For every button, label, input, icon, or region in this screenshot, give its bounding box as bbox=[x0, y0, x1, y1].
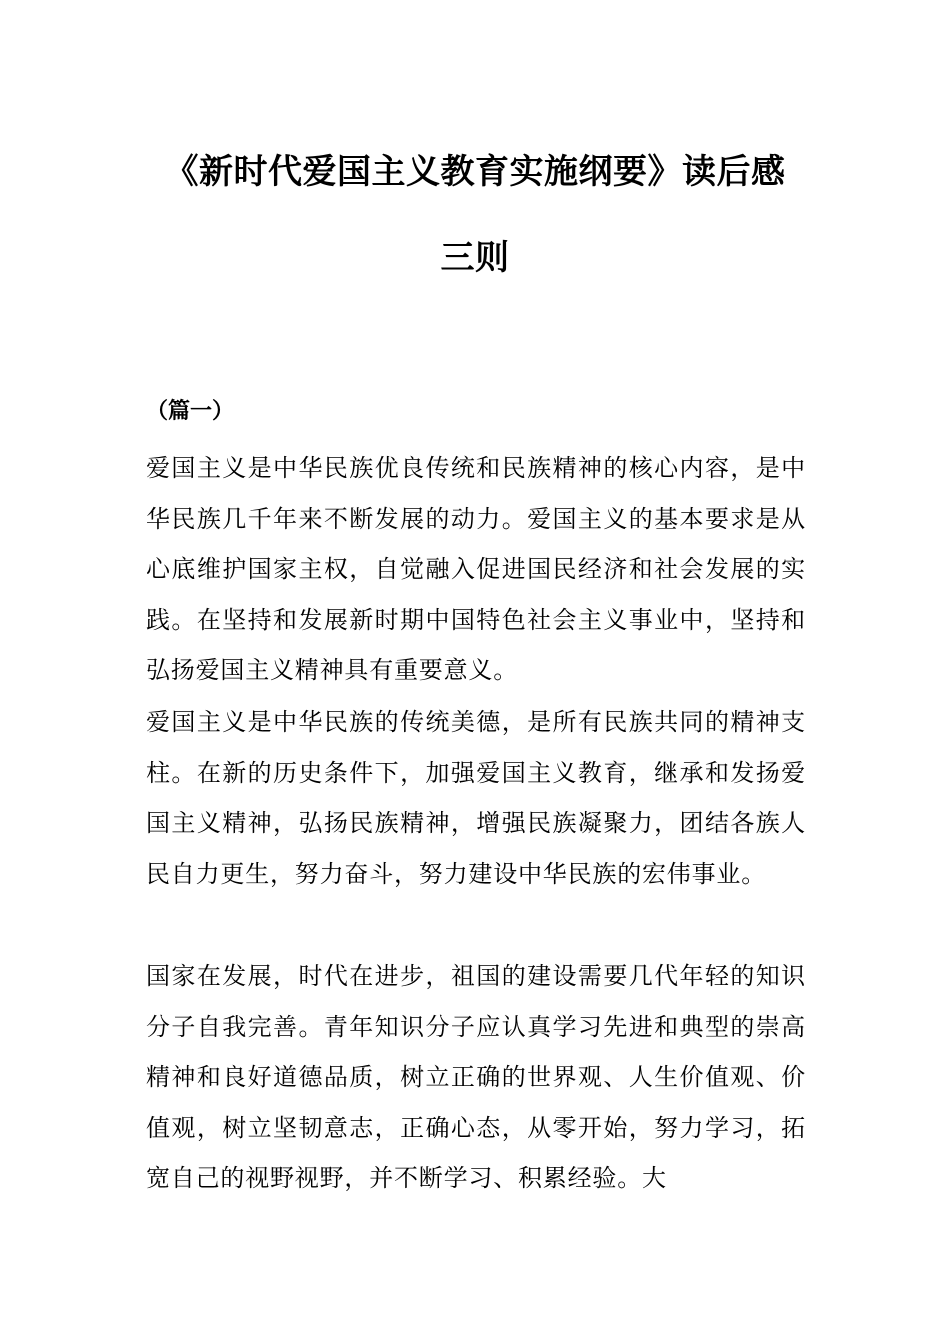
document-title-line-1: 《新时代爱国主义教育实施纲要》读后感 bbox=[164, 152, 786, 192]
paragraph-3: 国家在发展，时代在进步，祖国的建设需要几代年轻的知识分子自我完善。青年知识分子应认真学习先进和典型的崇高精神和良好道德品质，树立正确的世界观、人生价值观、价值观，树立坚韧意志，正确心态，从零开始，努力学习，拓宽自己的视野视野，并不断学习、积累经验。大 bbox=[146, 962, 806, 1192]
paragraph-2: 爱国主义是中华民族的传统美德，是所有民族共同的精神支柱。在新的历史条件下，加强爱国主义教育，继承和发扬爱国主义精神，弘扬民族精神，增强民族凝聚力，团结各族人民自力更生，努力奋斗，努力建设中华民族的宏伟事业。 bbox=[146, 708, 806, 888]
paragraph-1: 爱国主义是中华民族优良传统和民族精神的核心内容，是中华民族几千年来不断发展的动力。爱国主义的基本要求是从心底维护国家主权，自觉融入促进国民经济和社会发展的实践。在坚持和发展新时期中国特色社会主义事业中，坚持和弘扬爱国主义精神具有重要意义。 bbox=[146, 454, 806, 684]
section-heading: （篇一） bbox=[146, 399, 235, 424]
document-title-line-2: 三则 bbox=[440, 238, 510, 278]
